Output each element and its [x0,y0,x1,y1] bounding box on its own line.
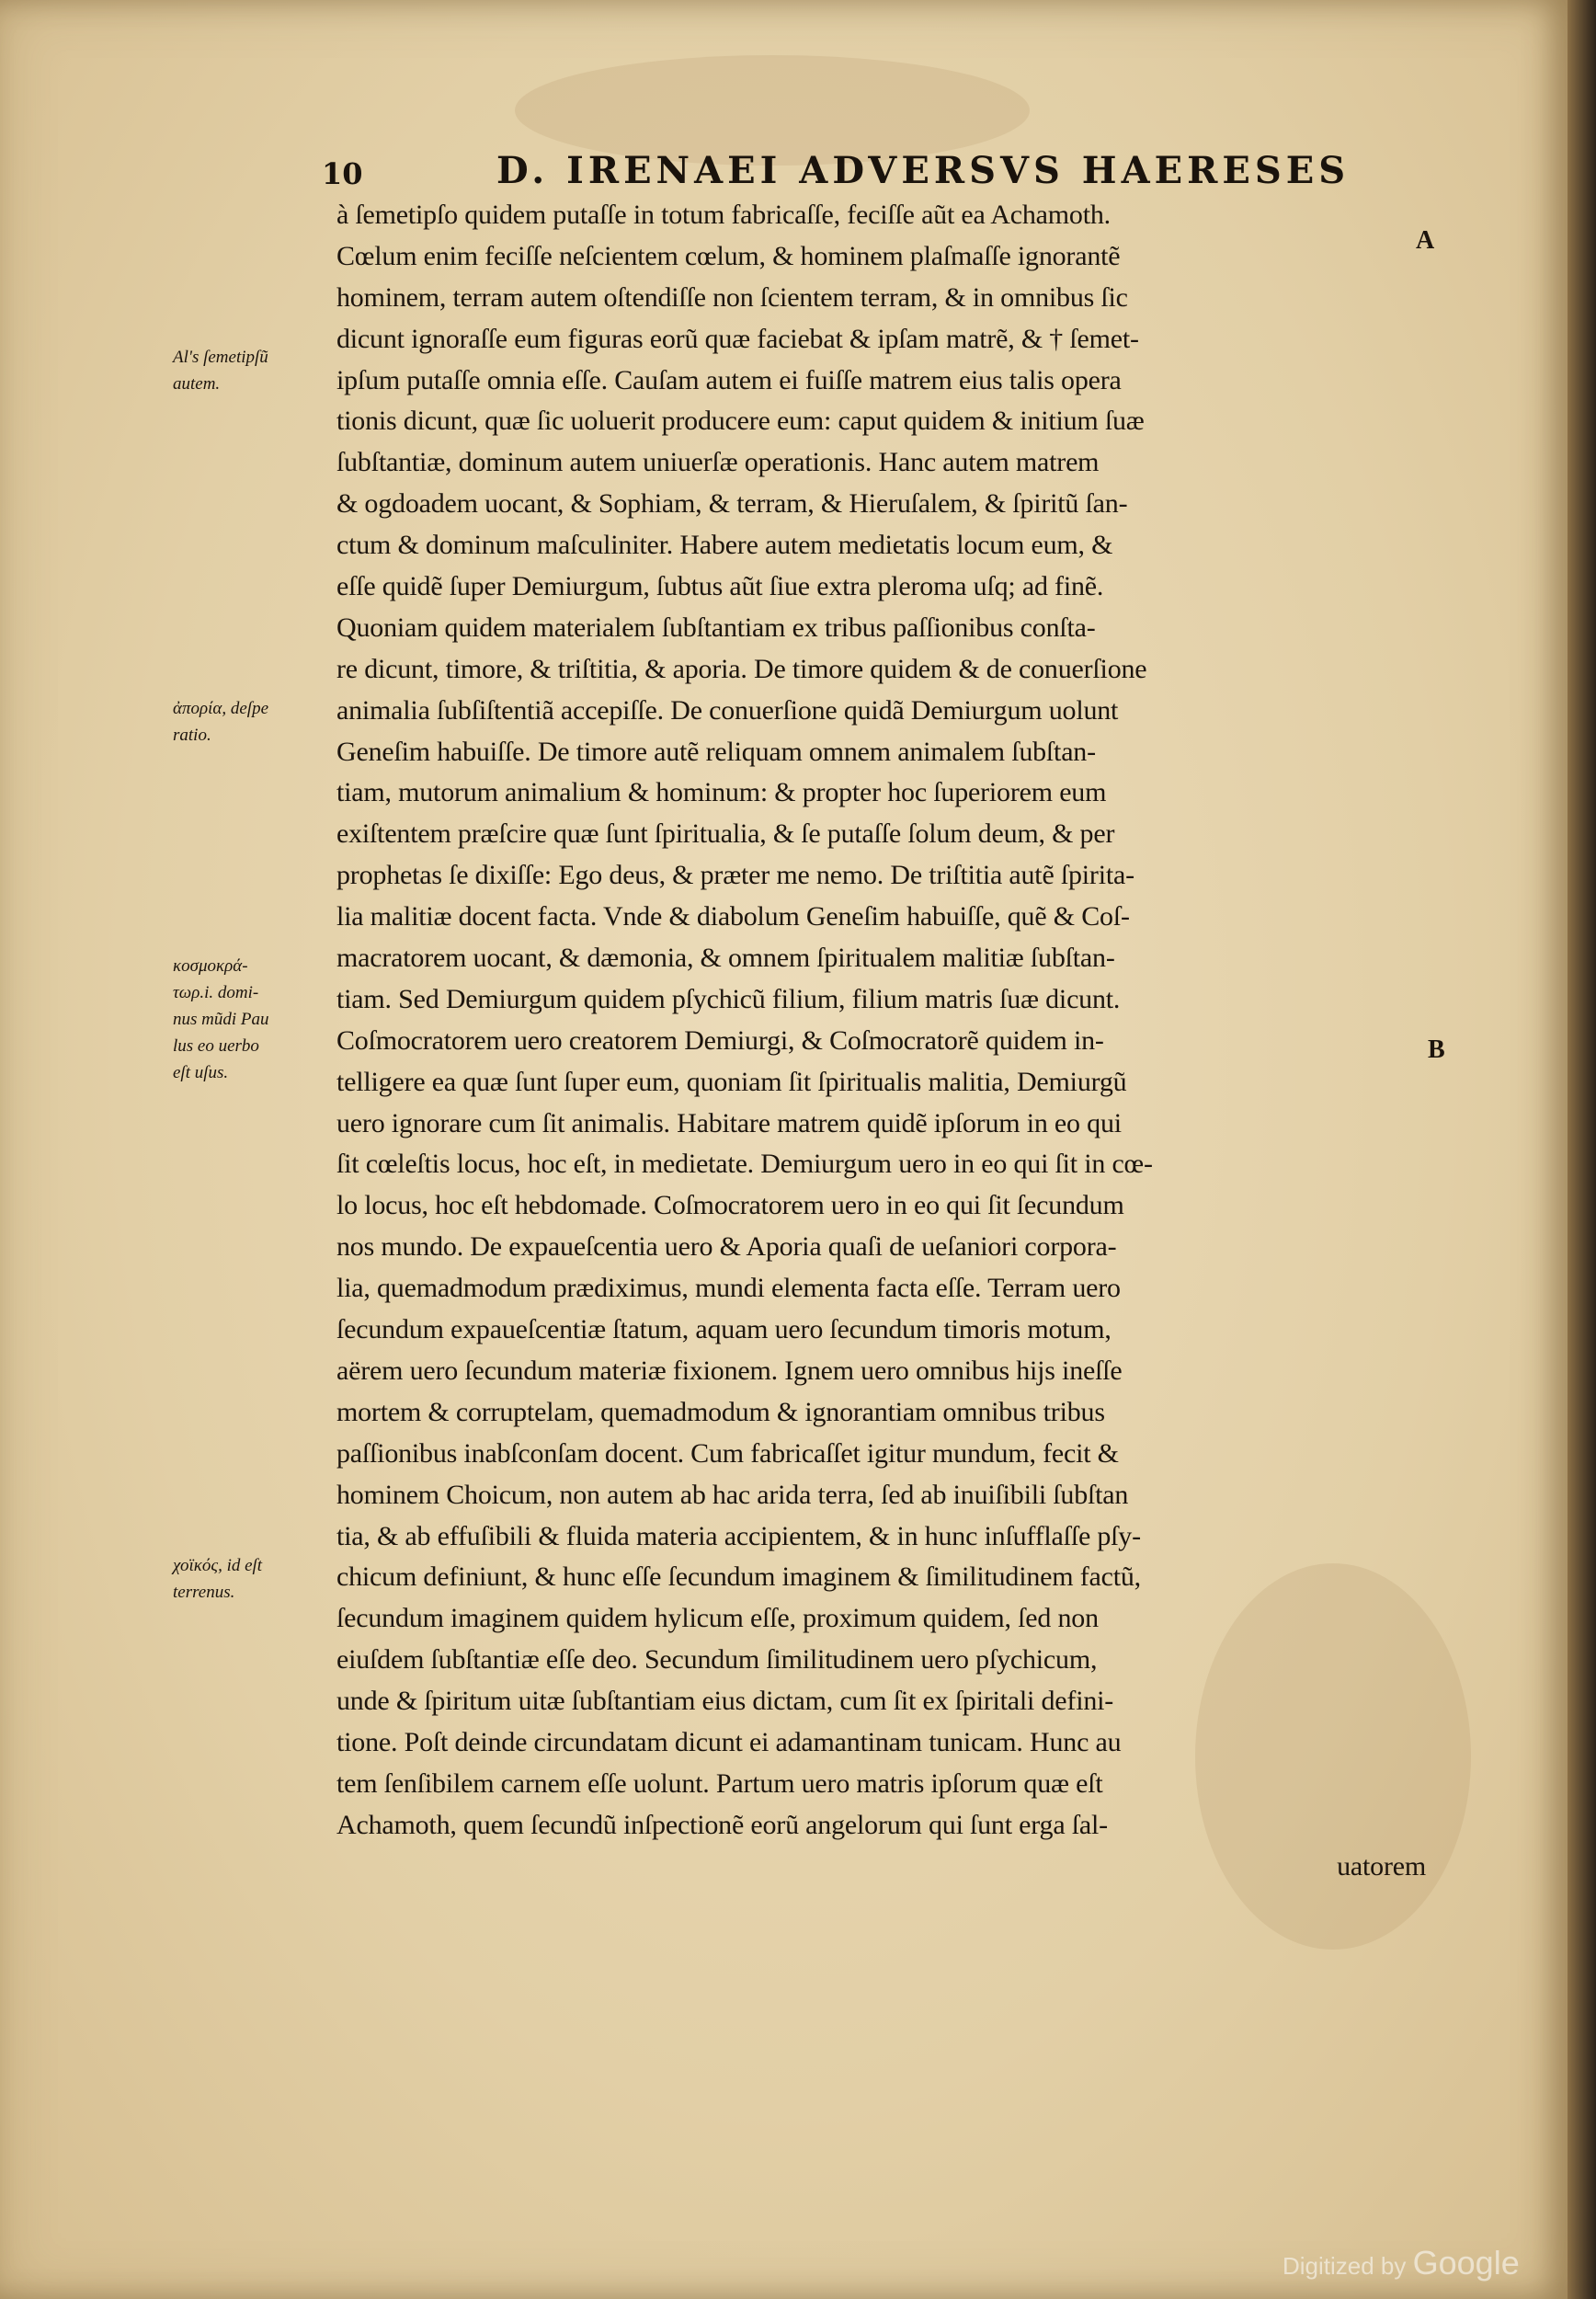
text-line: lo locus, hoc eſt hebdomade. Coſmocratorem uero in eo qui ſit ſecundum [336,1190,1124,1221]
text-line: ſecundum expaueſcentiæ ſtatum, aquam uero ſecundum timoris motum, [336,1314,1112,1345]
text-line: exiſtentem præſcire quæ ſunt ſpiritualia, & ſe putaſſe ſolum deum, & per [336,818,1115,850]
text-line: Achamoth, quem ſecundũ inſpectionẽ eorũ angelorum qui ſunt erga ſal- [336,1809,1108,1840]
section-letter-b: B [1428,1035,1445,1064]
text-line: Coſmocratorem uero creatorem Demiurgi, & Coſmocratorẽ quidem in- [336,1024,1104,1056]
text-line: paſſionibus inabſconſam docent. Cum fabricaſſet igitur mundum, fecit & [336,1437,1119,1469]
text-line: telligere ea quæ ſunt ſuper eum, quoniam ſit ſpiritualis malitia, Demiurgũ [336,1066,1127,1097]
body-text [336,195,1426,1888]
text-line: Quoniam quidem materialem ſubſtantiam ex tribus paſſionibus conſta- [336,612,1096,643]
text-line: Cœlum enim feciſſe neſcientem cœlum, & hominem plaſmaſſe ignorantẽ [336,240,1121,271]
text-line: unde & ſpiritum uitæ ſubſtantiam eius dictam, cum ſit ex ſpiritali defini- [336,1686,1114,1717]
section-letter-a: A [1416,226,1435,255]
text-line: lia malitiæ docent facta. Vnde & diabolum Geneſim habuiſſe, quẽ & Coſ- [336,901,1130,932]
text-line: chicum definiunt, & hunc eſſe ſecundum imaginem & ſimilitudinem factũ, [336,1561,1141,1593]
margin-note-choikos: χοϊκός, id eſt terrenus. [173,1556,263,1602]
text-line: tiam, mutorum animalium & hominum: & propter hoc ſuperiorem eum [336,777,1107,808]
text-line: ſecundum imaginem quidem hylicum eſſe, proximum quidem, ſed non [336,1603,1099,1634]
text-line: ſubſtantiæ, dominum autem uniuerſæ operationis. Hanc autem matrem [336,447,1100,478]
text-line: re dicunt, timore, & triſtitia, & aporia. De timore quidem & de conuerſione [336,653,1147,684]
google-watermark: Digitized by Google [1282,2244,1520,2282]
text-line: tia, & ab effuſibili & fluida materia accipientem, & in hunc inſufflaſſe pſy- [336,1520,1141,1551]
text-line: lia, quemadmodum prædiximus, mundi elementa facta eſſe. Terram uero [336,1273,1121,1304]
text-line: tiam. Sed Demiurgum quidem pſychicũ filium, filium matris ſuæ dicunt. [336,983,1121,1014]
text-line: & ogdoadem uocant, & Sophiam, & terram, & Hieruſalem, & ſpiritũ ſan- [336,488,1128,520]
page-edge [1568,0,1596,2299]
text-line: Geneſim habuiſſe. De timore autẽ reliquam omnem animalem ſubſtan- [336,736,1096,767]
margin-note-kosmokrator: κοσμοκρά- τωρ.i. domi- nus mũdi Pau lus eo uerbo eſt uſus. [173,956,269,1082]
text-line: mortem & corruptelam, quemadmodum & ignorantiam omnibus tribus [336,1396,1105,1427]
text-line: hominem, terram autem oſtendiſſe non ſcientem terram, & in omnibus ſic [336,281,1128,313]
text-line: à ſemetipſo quidem putaſſe in totum fabricaſſe, feciſſe aũt ea Achamoth. [336,200,1111,230]
text-line: tione. Poſt deinde circundatam dicunt ei adamantinam tunicam. Hunc au [336,1726,1122,1757]
text-line: ipſum putaſſe omnia eſſe. Cauſam autem ei fuiſſe matrem eius talis opera [336,364,1122,395]
margin-note-alias: Al's ſemetipſũ autem. [173,348,268,394]
running-title: D. IRENAEI ADVERSVS HAERESES [496,149,1351,192]
text-line: eſſe quidẽ ſuper Demiurgum, ſubtus aũt ſiue extra pleroma uſq; ad finẽ. [336,571,1104,602]
text-line: prophetas ſe dixiſſe: Ego deus, & præter me nemo. De triſtitia autẽ ſpirita- [336,860,1134,891]
text-line: nos mundo. De expaueſcentia uero & Aporia quaſi de ueſaniori corpora- [336,1231,1117,1263]
text-line: macratorem uocant, & dæmonia, & omnem ſpiritualem malitiæ ſubſtan- [336,943,1115,974]
text-line: ſit cœleſtis locus, hoc eſt, in medietate. Demiurgum uero in eo qui ſit in cœ- [336,1149,1153,1180]
text-line: eiuſdem ſubſtantiæ eſſe deo. Secundum ſimilitudinem uero pſychicum, [336,1644,1098,1676]
text-line: uero ignorare cum ſit animalis. Habitare matrem quidẽ ipſorum in eo qui [336,1107,1122,1138]
text-line: tionis dicunt, quæ ſic uoluerit producere eum: caput quidem & initium ſuæ [336,406,1145,437]
catchword: uatorem [1337,1850,1426,1882]
text-line: animalia ſubſiſtentiã accepiſſe. De conuerſione quidã Demiurgum uolunt [336,694,1119,726]
text-line: hominem Choicum, non autem ab hac arida terra, ſed ab inuiſibili ſubſtan [336,1479,1129,1510]
text-line: dicunt ignoraſſe eum figuras eorũ quæ faciebat & ipſam matrẽ, & † ſemet- [336,323,1139,354]
page-number: 10 [322,156,363,191]
margin-note-aporia: ἀπορία, deſpe ratio. [173,699,269,745]
text-line: aërem uero ſecundum materiæ fixionem. Ignem uero omnibus hijs ineſſe [336,1355,1123,1386]
text-line: tem ſenſibilem carnem eſſe uolunt. Partum uero matris ipſorum quæ eſt [336,1767,1103,1799]
text-line: ctum & dominum maſculiniter. Habere autem medietatis locum eum, & [336,530,1113,561]
